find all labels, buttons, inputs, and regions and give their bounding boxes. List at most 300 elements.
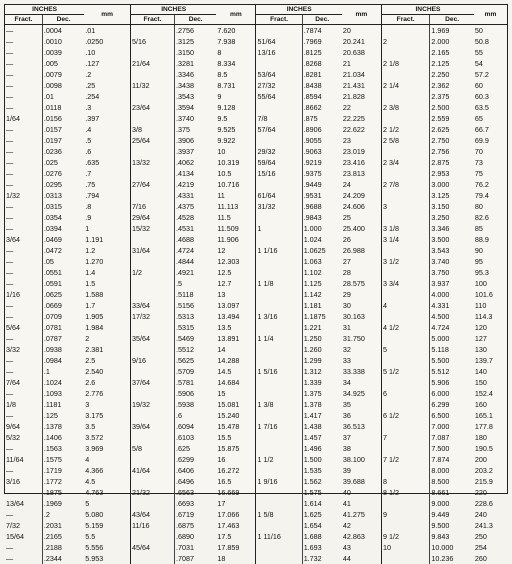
mm-cell: 25 — [342, 212, 382, 223]
decimal-cell: .0354 — [42, 212, 84, 223]
decimal-cell: 1.142 — [302, 289, 342, 300]
table-row — [5, 124, 507, 135]
fraction-cell: 1 1/16 — [256, 245, 302, 256]
mm-cell: 14 — [216, 344, 256, 355]
fraction-cell: 51/64 — [256, 36, 302, 47]
decimal-cell: .4844 — [175, 256, 217, 267]
decimal-cell: 4.500 — [430, 311, 474, 322]
decimal-cell: .5625 — [175, 355, 217, 366]
mm-cell: 33.338 — [342, 366, 382, 377]
mm-cell: 3.969 — [84, 443, 130, 454]
decimal-cell: .4375 — [175, 201, 217, 212]
mm-cell: 43 — [342, 542, 382, 553]
mm-cell: 23.416 — [342, 157, 382, 168]
table-row — [5, 300, 507, 311]
mm-cell: 165.1 — [474, 410, 507, 421]
dec-header: Dec. — [302, 15, 342, 25]
decimal-cell: 9.000 — [430, 498, 474, 509]
mm-cell: 1.4 — [84, 267, 130, 278]
fraction-cell — [130, 553, 174, 564]
decimal-cell: 1.299 — [302, 355, 342, 366]
fraction-cell: 29/32 — [256, 146, 302, 157]
mm-cell: 250 — [474, 531, 507, 542]
decimal-cell: .1181 — [42, 399, 84, 410]
fraction-cell: 3/8 — [130, 124, 174, 135]
fraction-cell: 13/64 — [5, 498, 42, 509]
decimal-cell: 1.688 — [302, 531, 342, 542]
decimal-cell: .0079 — [42, 69, 84, 80]
fraction-cell — [256, 322, 302, 333]
decimal-cell: 1.260 — [302, 344, 342, 355]
fraction-cell: — — [5, 168, 42, 179]
decimal-cell: 1.417 — [302, 410, 342, 421]
fraction-cell — [381, 333, 429, 344]
mm-cell: 23.019 — [342, 146, 382, 157]
mm-cell: 152.4 — [474, 388, 507, 399]
fraction-cell: 7/16 — [130, 201, 174, 212]
mm-cell: .3 — [84, 102, 130, 113]
table-row — [5, 344, 507, 355]
mm-cell: 12.303 — [216, 256, 256, 267]
decimal-cell: 1.339 — [302, 377, 342, 388]
mm-header: mm — [474, 5, 507, 25]
table-row — [5, 421, 507, 432]
fraction-cell: 53/64 — [256, 69, 302, 80]
fraction-cell: — — [5, 201, 42, 212]
fraction-cell — [256, 234, 302, 245]
decimal-cell: 2.375 — [430, 91, 474, 102]
mm-cell: 85 — [474, 223, 507, 234]
mm-cell: 50.8 — [474, 36, 507, 47]
decimal-cell: 2.875 — [430, 157, 474, 168]
fraction-cell: — — [5, 36, 42, 47]
table-row — [5, 333, 507, 344]
mm-cell: 200 — [474, 454, 507, 465]
mm-cell: 28.575 — [342, 278, 382, 289]
table-row — [5, 289, 507, 300]
mm-cell: 2.381 — [84, 344, 130, 355]
decimal-cell: .1875 — [42, 487, 84, 498]
decimal-cell: .9219 — [302, 157, 342, 168]
decimal-cell: .3150 — [175, 47, 217, 58]
mm-cell: 15.081 — [216, 399, 256, 410]
mm-cell: 16.272 — [216, 465, 256, 476]
decimal-cell: .3594 — [175, 102, 217, 113]
decimal-cell: .0313 — [42, 190, 84, 201]
fraction-cell — [130, 190, 174, 201]
decimal-cell: 9.500 — [430, 520, 474, 531]
fraction-cell: 9/16 — [130, 355, 174, 366]
mm-cell: 11.113 — [216, 201, 256, 212]
decimal-cell: 9.449 — [430, 509, 474, 520]
table-row — [5, 80, 507, 91]
decimal-cell: 5.500 — [430, 355, 474, 366]
fraction-cell — [130, 47, 174, 58]
mm-cell: 90 — [474, 245, 507, 256]
decimal-cell: .625 — [175, 443, 217, 454]
decimal-cell: 1.625 — [302, 509, 342, 520]
decimal-cell: 1.500 — [302, 454, 342, 465]
mm-cell: 12.5 — [216, 267, 256, 278]
mm-cell: 5.080 — [84, 509, 130, 520]
decimal-cell: .5315 — [175, 322, 217, 333]
fraction-cell: 1 5/8 — [256, 509, 302, 520]
decimal-cell: 1.221 — [302, 322, 342, 333]
decimal-cell: .0197 — [42, 135, 84, 146]
decimal-cell: .0781 — [42, 322, 84, 333]
mm-cell: .7 — [84, 168, 130, 179]
fraction-cell: 2 5/8 — [381, 135, 429, 146]
fraction-cell — [256, 377, 302, 388]
decimal-cell: .3346 — [175, 69, 217, 80]
decimal-cell: .4528 — [175, 212, 217, 223]
fraction-cell — [381, 91, 429, 102]
decimal-cell: .0295 — [42, 179, 84, 190]
fraction-cell: 27/64 — [130, 179, 174, 190]
fraction-cell — [256, 289, 302, 300]
fraction-cell: 1/8 — [5, 399, 42, 410]
decimal-cell: 1.250 — [302, 333, 342, 344]
decimal-cell: 1.312 — [302, 366, 342, 377]
mm-cell: 3.572 — [84, 432, 130, 443]
decimal-cell: 1.438 — [302, 421, 342, 432]
decimal-cell: .1024 — [42, 377, 84, 388]
decimal-cell: .8438 — [302, 80, 342, 91]
decimal-cell: .0118 — [42, 102, 84, 113]
decimal-cell: 1.000 — [302, 223, 342, 234]
fraction-cell — [381, 212, 429, 223]
table-row — [5, 322, 507, 333]
mm-cell: 39 — [342, 465, 382, 476]
fraction-cell: 9 — [381, 509, 429, 520]
table-body — [5, 25, 507, 564]
decimal-cell: .6406 — [175, 465, 217, 476]
fraction-cell — [130, 432, 174, 443]
mm-cell: 260 — [474, 553, 507, 564]
mm-cell: 5.5 — [84, 531, 130, 542]
mm-cell: 8.731 — [216, 80, 256, 91]
decimal-cell: .05 — [42, 256, 84, 267]
decimal-cell: .4219 — [175, 179, 217, 190]
mm-cell: 15.478 — [216, 421, 256, 432]
decimal-cell: .1406 — [42, 432, 84, 443]
fraction-cell: 2 3/4 — [381, 157, 429, 168]
fraction-cell — [381, 190, 429, 201]
fraction-cell: 27/32 — [256, 80, 302, 91]
table-row — [5, 476, 507, 487]
decimal-cell: .6693 — [175, 498, 217, 509]
mm-cell: .794 — [84, 190, 130, 201]
mm-cell: 9.128 — [216, 102, 256, 113]
mm-cell: 39.688 — [342, 476, 382, 487]
mm-cell: 20.241 — [342, 36, 382, 47]
fraction-cell — [256, 212, 302, 223]
mm-cell: 1.984 — [84, 322, 130, 333]
mm-cell: 12.7 — [216, 278, 256, 289]
mm-cell: 110 — [474, 300, 507, 311]
mm-cell: 36 — [342, 410, 382, 421]
decimal-cell: 8.661 — [430, 487, 474, 498]
mm-header: mm — [216, 5, 256, 25]
mm-cell: 65 — [474, 113, 507, 124]
decimal-cell: .1969 — [42, 498, 84, 509]
fract-header: Fract. — [5, 15, 42, 25]
mm-cell: 17.066 — [216, 509, 256, 520]
fraction-cell — [381, 465, 429, 476]
table-row — [5, 69, 507, 80]
fract-header: Fract. — [381, 15, 429, 25]
mm-cell: 9.5 — [216, 113, 256, 124]
decimal-cell: 8.000 — [430, 465, 474, 476]
mm-cell: 2.5 — [84, 355, 130, 366]
fraction-cell: 2 1/2 — [381, 124, 429, 135]
decimal-cell: .3906 — [175, 135, 217, 146]
fraction-cell: 23/64 — [130, 102, 174, 113]
mm-cell: 9.922 — [216, 135, 256, 146]
mm-cell: .9 — [84, 212, 130, 223]
fraction-cell: 5/64 — [5, 322, 42, 333]
fraction-cell — [256, 432, 302, 443]
fraction-cell: 1/16 — [5, 289, 42, 300]
fraction-cell: 3 3/4 — [381, 278, 429, 289]
fraction-cell — [381, 399, 429, 410]
fraction-cell — [381, 69, 429, 80]
fraction-cell: 61/64 — [256, 190, 302, 201]
decimal-cell: 3.740 — [430, 256, 474, 267]
mm-cell: 75 — [474, 168, 507, 179]
mm-cell: .2 — [84, 69, 130, 80]
mm-cell: 10.319 — [216, 157, 256, 168]
fraction-cell — [130, 234, 174, 245]
fraction-cell: 11/64 — [5, 454, 42, 465]
mm-cell: 44 — [342, 553, 382, 564]
decimal-cell: 1.575 — [302, 487, 342, 498]
fraction-cell: 3 — [381, 201, 429, 212]
decimal-cell: 3.543 — [430, 245, 474, 256]
decimal-cell: 5.512 — [430, 366, 474, 377]
table-row — [5, 377, 507, 388]
decimal-cell: .1772 — [42, 476, 84, 487]
decimal-cell: 2.953 — [430, 168, 474, 179]
fraction-cell: 31/64 — [130, 245, 174, 256]
fraction-cell — [381, 311, 429, 322]
fraction-cell: 1/32 — [5, 190, 42, 201]
fraction-cell: 45/64 — [130, 542, 174, 553]
fraction-cell: 1 5/16 — [256, 366, 302, 377]
decimal-cell: 1.063 — [302, 256, 342, 267]
decimal-cell: .9449 — [302, 179, 342, 190]
mm-cell: 15.875 — [216, 443, 256, 454]
decimal-cell: .4331 — [175, 190, 217, 201]
decimal-cell: 7.500 — [430, 443, 474, 454]
mm-cell: 241.3 — [474, 520, 507, 531]
mm-cell: 9.525 — [216, 124, 256, 135]
decimal-cell: .1575 — [42, 454, 84, 465]
fraction-cell: 3 1/4 — [381, 234, 429, 245]
decimal-cell: .6496 — [175, 476, 217, 487]
mm-cell: 1 — [84, 223, 130, 234]
table-row — [5, 168, 507, 179]
decimal-cell: .6563 — [175, 487, 217, 498]
table-row — [5, 432, 507, 443]
fraction-cell: 57/64 — [256, 124, 302, 135]
decimal-cell: .2344 — [42, 553, 84, 564]
decimal-cell: 1.496 — [302, 443, 342, 454]
mm-cell: 82.6 — [474, 212, 507, 223]
mm-cell: 1.2 — [84, 245, 130, 256]
decimal-cell: 1.457 — [302, 432, 342, 443]
decimal-cell: 3.750 — [430, 267, 474, 278]
fraction-cell — [130, 476, 174, 487]
decimal-cell: 3.250 — [430, 212, 474, 223]
decimal-cell: 3.125 — [430, 190, 474, 201]
fraction-cell: 15/64 — [5, 531, 42, 542]
mm-cell: .75 — [84, 179, 130, 190]
fraction-cell: — — [5, 267, 42, 278]
table-row — [5, 410, 507, 421]
fraction-cell: 13/16 — [256, 47, 302, 58]
fraction-cell: 5 — [381, 344, 429, 355]
decimal-cell: .8281 — [302, 69, 342, 80]
fraction-cell: 1 11/16 — [256, 531, 302, 542]
decimal-cell: .3543 — [175, 91, 217, 102]
mm-cell: 2 — [84, 333, 130, 344]
mm-cell: 11.5 — [216, 212, 256, 223]
fraction-cell: 7 — [381, 432, 429, 443]
mm-cell: 30.163 — [342, 311, 382, 322]
mm-cell: 32 — [342, 344, 382, 355]
mm-cell: 42.863 — [342, 531, 382, 542]
fraction-cell: — — [5, 91, 42, 102]
fraction-cell — [381, 443, 429, 454]
mm-cell: 22.225 — [342, 113, 382, 124]
decimal-cell: .5469 — [175, 333, 217, 344]
fraction-cell: 3/16 — [5, 476, 42, 487]
table-row — [5, 278, 507, 289]
decimal-cell: 6.000 — [430, 388, 474, 399]
decimal-cell: 7.874 — [430, 454, 474, 465]
fraction-cell — [381, 289, 429, 300]
mm-cell: 40 — [342, 487, 382, 498]
table-row — [5, 509, 507, 520]
fraction-cell — [130, 168, 174, 179]
fraction-cell: 2 — [381, 36, 429, 47]
fraction-cell: 13/32 — [130, 157, 174, 168]
fraction-cell — [381, 520, 429, 531]
fraction-cell: — — [5, 487, 42, 498]
table-row — [5, 234, 507, 245]
fract-header: Fract. — [130, 15, 174, 25]
mm-cell: 22 — [342, 102, 382, 113]
decimal-cell: 1.693 — [302, 542, 342, 553]
fraction-cell: — — [5, 465, 42, 476]
decimal-cell: 1.102 — [302, 267, 342, 278]
fraction-cell — [256, 58, 302, 69]
fraction-cell: 7/8 — [256, 113, 302, 124]
mm-cell: 120 — [474, 322, 507, 333]
decimal-cell: 8.500 — [430, 476, 474, 487]
mm-cell: 60 — [474, 80, 507, 91]
fraction-cell — [130, 91, 174, 102]
decimal-cell: .7031 — [175, 542, 217, 553]
fraction-cell: — — [5, 179, 42, 190]
mm-cell: 5.953 — [84, 553, 130, 564]
decimal-cell: .4062 — [175, 157, 217, 168]
fraction-cell: 25/64 — [130, 135, 174, 146]
table-row — [5, 498, 507, 509]
mm-cell: 21.828 — [342, 91, 382, 102]
mm-cell: 12 — [216, 245, 256, 256]
table-row — [5, 267, 507, 278]
mm-cell: 1.191 — [84, 234, 130, 245]
fraction-cell — [256, 300, 302, 311]
mm-cell: 38.100 — [342, 454, 382, 465]
decimal-cell: 1.535 — [302, 465, 342, 476]
mm-cell: 5.556 — [84, 542, 130, 553]
fraction-cell — [381, 168, 429, 179]
mm-cell: 29 — [342, 289, 382, 300]
mm-cell: 38 — [342, 443, 382, 454]
inches-header: INCHES — [256, 5, 342, 15]
fraction-cell: 1 7/16 — [256, 421, 302, 432]
fraction-cell: 7 1/2 — [381, 454, 429, 465]
mm-cell: 1.588 — [84, 289, 130, 300]
mm-cell: 254 — [474, 542, 507, 553]
mm-cell: 100 — [474, 278, 507, 289]
decimal-cell: .4688 — [175, 234, 217, 245]
table-row — [5, 454, 507, 465]
decimal-cell: 1.378 — [302, 399, 342, 410]
mm-cell: 220 — [474, 487, 507, 498]
fraction-cell — [381, 498, 429, 509]
fraction-cell: 1 3/16 — [256, 311, 302, 322]
mm-cell: 3.175 — [84, 410, 130, 421]
fraction-cell: — — [5, 47, 42, 58]
fraction-cell — [256, 443, 302, 454]
fraction-cell — [256, 25, 302, 37]
mm-cell: 28 — [342, 267, 382, 278]
table-row — [5, 36, 507, 47]
fraction-cell — [256, 388, 302, 399]
fraction-cell — [130, 69, 174, 80]
mm-cell: 24 — [342, 179, 382, 190]
decimal-cell: 5.000 — [430, 333, 474, 344]
decimal-cell: 2.362 — [430, 80, 474, 91]
decimal-cell: .6890 — [175, 531, 217, 542]
fraction-cell: — — [5, 223, 42, 234]
fraction-cell — [381, 267, 429, 278]
table-row — [5, 465, 507, 476]
mm-cell: 1.270 — [84, 256, 130, 267]
mm-cell: 4 — [84, 454, 130, 465]
fraction-cell — [130, 498, 174, 509]
mm-cell: 215.9 — [474, 476, 507, 487]
mm-cell: 7.938 — [216, 36, 256, 47]
decimal-cell: .125 — [42, 410, 84, 421]
fraction-cell: 3/32 — [5, 344, 42, 355]
fraction-cell: 29/64 — [130, 212, 174, 223]
decimal-cell: 5.906 — [430, 377, 474, 388]
decimal-cell: .8662 — [302, 102, 342, 113]
decimal-cell: .01 — [42, 91, 84, 102]
mm-cell: 27 — [342, 256, 382, 267]
fraction-cell — [256, 135, 302, 146]
mm-cell: 33 — [342, 355, 382, 366]
decimal-cell: .1719 — [42, 465, 84, 476]
table-row — [5, 223, 507, 234]
dec-header: Dec. — [175, 15, 217, 25]
fraction-cell: 3 1/8 — [381, 223, 429, 234]
